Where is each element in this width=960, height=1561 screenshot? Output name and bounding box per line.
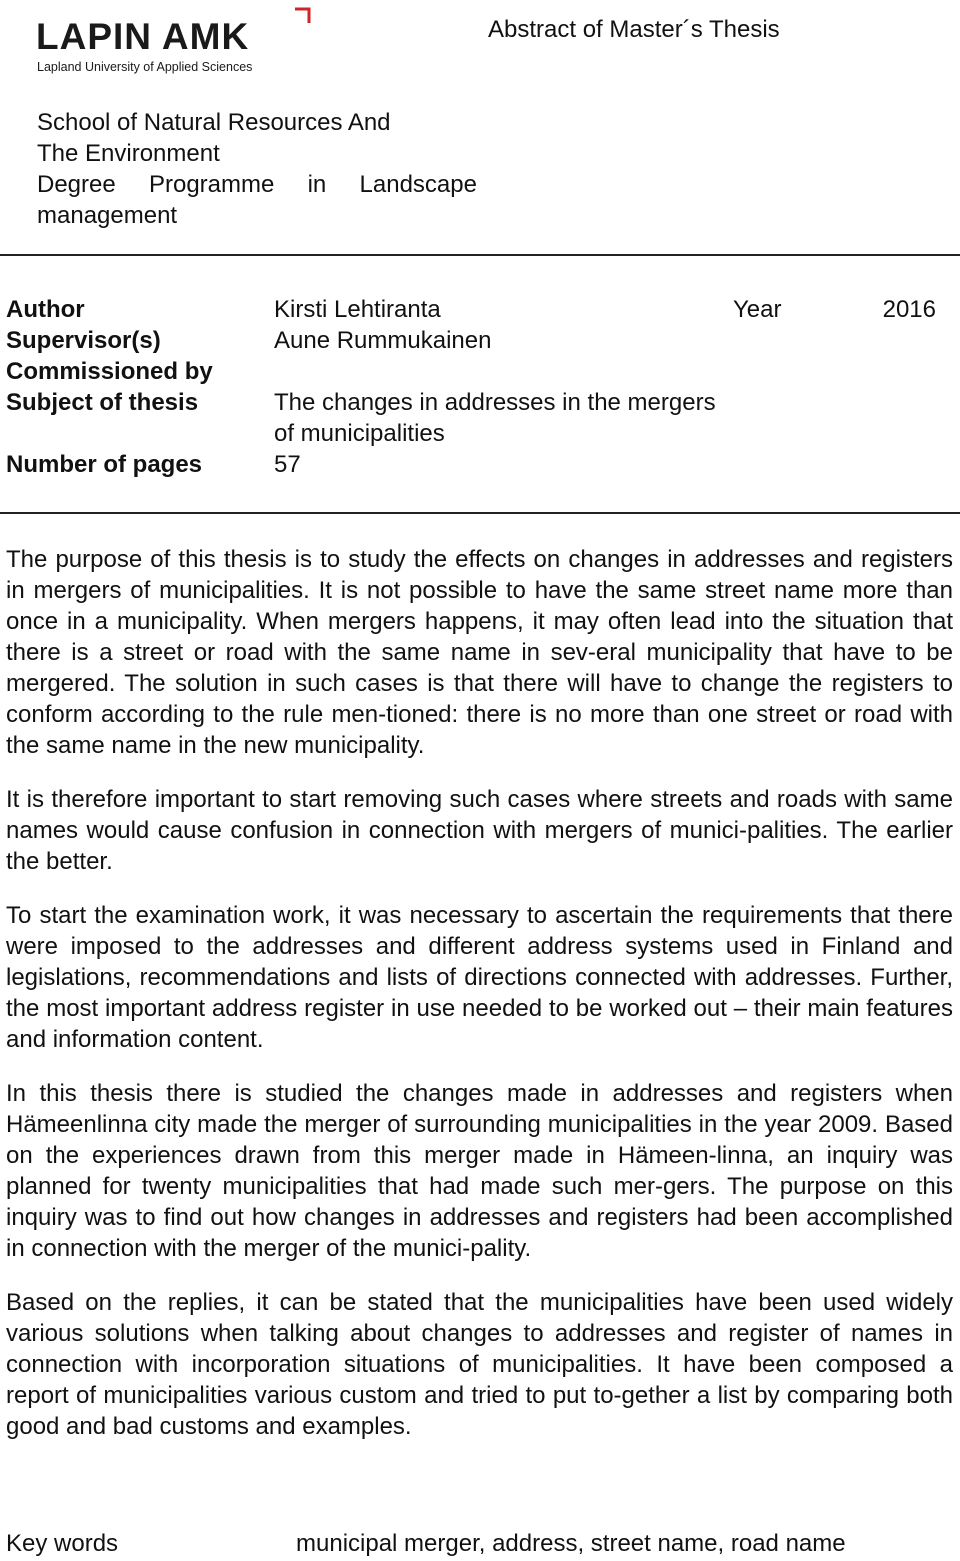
pages-value: 57 xyxy=(274,451,301,478)
supervisor-label: Supervisor(s) xyxy=(6,327,161,354)
programme-word: Landscape xyxy=(359,171,477,198)
info-row-subject-cont xyxy=(6,418,936,449)
keywords-value: municipal merger, address, street name, road name xyxy=(296,1530,846,1557)
author-value: Kirsti Lehtiranta xyxy=(274,296,441,323)
commissioned-label: Commissioned by xyxy=(6,358,213,385)
programme-line: management xyxy=(37,202,178,229)
programme-word: Degree xyxy=(37,171,116,198)
thesis-info-table xyxy=(6,294,936,480)
abstract-paragraph: In this thesis there is studied the changes made in addresses and registers when Hämeenlinna city made the merger of surrounding municipalities in the year 2009. Based on the experiences drawn from this merger made in Hämeen-linna, an inquiry was planned for twenty municipalities that had made such mer-gers. The purpose on this inquiry was to find out how changes in addresses and registers had been accomplished in connection with the merger of the munici-pality. xyxy=(6,1080,953,1262)
divider-top xyxy=(0,254,960,256)
logo-name: LAPIN AMK xyxy=(36,16,250,57)
info-row-subject xyxy=(6,387,936,418)
abstract-paragraph: It is therefore important to start removing such cases where streets and roads with same names would cause confusion in connection with mergers of munici-palities. The earlier the better. xyxy=(6,786,953,875)
subject-label: Subject of thesis xyxy=(6,389,199,416)
lapin-amk-logo xyxy=(36,6,286,72)
logo-tagline: Lapland University of Applied Sciences xyxy=(37,60,253,74)
info-row-pages xyxy=(6,449,936,480)
school-programme-block xyxy=(37,107,477,231)
abstract-paragraph: The purpose of this thesis is to study the effects on changes in addresses and registers in mergers of municipalities. It is not possible to have the same street name more than once in a municipality. When mergers happens, it may often lead into the situation that there is a street or road with the same name in sev-eral municipality that have to be mergered. The solution in such cases is that there will have to change the registers to conform according to the rule men-tioned: there is no more than one street or road with the same name in the new municipality. xyxy=(6,546,953,759)
pages-label: Number of pages xyxy=(6,451,203,478)
author-label: Author xyxy=(6,296,85,323)
document-type: Abstract of Master´s Thesis xyxy=(488,16,780,43)
year-value: 2016 xyxy=(882,296,936,323)
info-row-supervisor xyxy=(6,325,936,356)
supervisor-value: Aune Rummukainen xyxy=(274,327,492,354)
subject-value-line: of municipalities xyxy=(274,420,445,447)
year-label: Year xyxy=(733,296,782,323)
programme-line xyxy=(37,169,477,200)
school-line: School of Natural Resources And xyxy=(37,109,391,136)
school-line: The Environment xyxy=(37,140,220,167)
programme-word: in xyxy=(307,171,327,198)
abstract-body xyxy=(6,544,953,1465)
abstract-paragraph: To start the examination work, it was necessary to ascertain the requirements that there were imposed to the addresses and different address systems used in Finland and legislations, recommendations and lists of directions connected with addresses. Further, the most important address register in use needed to be worked out – their main features and information content. xyxy=(6,902,953,1053)
divider-middle xyxy=(0,512,960,514)
logo-corner-mark-icon xyxy=(293,6,313,26)
abstract-paragraph: Based on the replies, it can be stated that the municipalities have been used widely various solutions when talking about changes to addresses and register of names in connection with incorporation situations of municipalities. It have been composed a report of municipalities various custom and tried to put to-gether a list by comparing both good and bad customs and examples. xyxy=(6,1289,953,1440)
info-row-author xyxy=(6,294,936,325)
info-row-commissioned xyxy=(6,356,936,387)
keywords-label: Key words xyxy=(6,1530,119,1557)
programme-word: Programme xyxy=(148,171,275,198)
subject-value-line: The changes in addresses in the mergers xyxy=(274,389,716,416)
